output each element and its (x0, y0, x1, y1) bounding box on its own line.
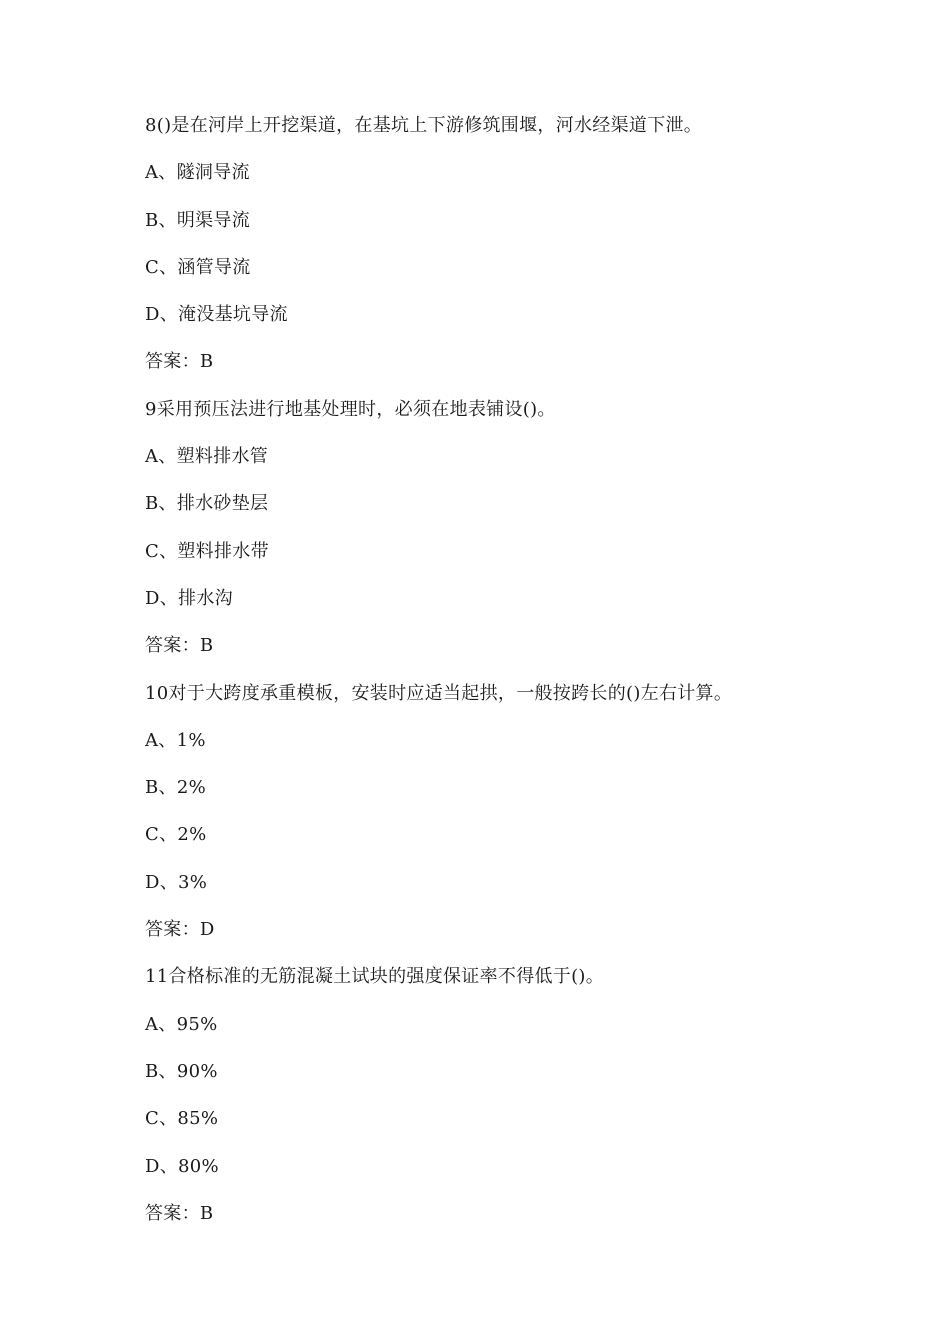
option-d: D、淹没基坑导流 (145, 304, 288, 326)
answer-line: 答案：B (145, 351, 214, 373)
question-stem: 11合格标准的无筋混凝土试块的强度保证率不得低于()。 (145, 966, 605, 988)
option-a: A、隧洞导流 (145, 162, 250, 184)
question-list (145, 106, 905, 1241)
question-block (145, 957, 905, 1241)
option-b: B、2% (145, 777, 206, 799)
question-stem: 9采用预压法进行地基处理时，必须在地表铺设()。 (145, 398, 556, 420)
option-d: D、80% (145, 1155, 219, 1177)
question-block (145, 390, 905, 674)
question-stem: 8()是在河岸上开挖渠道，在基坑上下游修筑围堰，河水经渠道下泄。 (145, 115, 703, 136)
option-b: B、明渠导流 (145, 209, 251, 231)
question-stem: 10对于大跨度承重模板，安装时应适当起拱，一般按跨长的()左右计算。 (145, 682, 733, 704)
option-b: B、90% (145, 1060, 218, 1082)
option-d: D、排水沟 (145, 587, 233, 609)
option-c: C、2% (145, 824, 207, 846)
option-a: A、塑料排水管 (145, 446, 269, 468)
option-d: D、3% (145, 871, 208, 893)
question-block (145, 106, 905, 390)
answer-line: 答案：B (145, 1202, 214, 1224)
option-a: A、95% (145, 1013, 218, 1035)
option-b: B、排水砂垫层 (145, 493, 269, 515)
option-c: C、涵管导流 (145, 256, 251, 278)
question-block (145, 674, 905, 958)
option-a: A、1% (145, 729, 206, 751)
option-c: C、85% (145, 1108, 219, 1130)
answer-line: 答案：B (145, 635, 214, 657)
answer-line: 答案：D (145, 919, 215, 941)
option-c: C、塑料排水带 (145, 540, 269, 562)
